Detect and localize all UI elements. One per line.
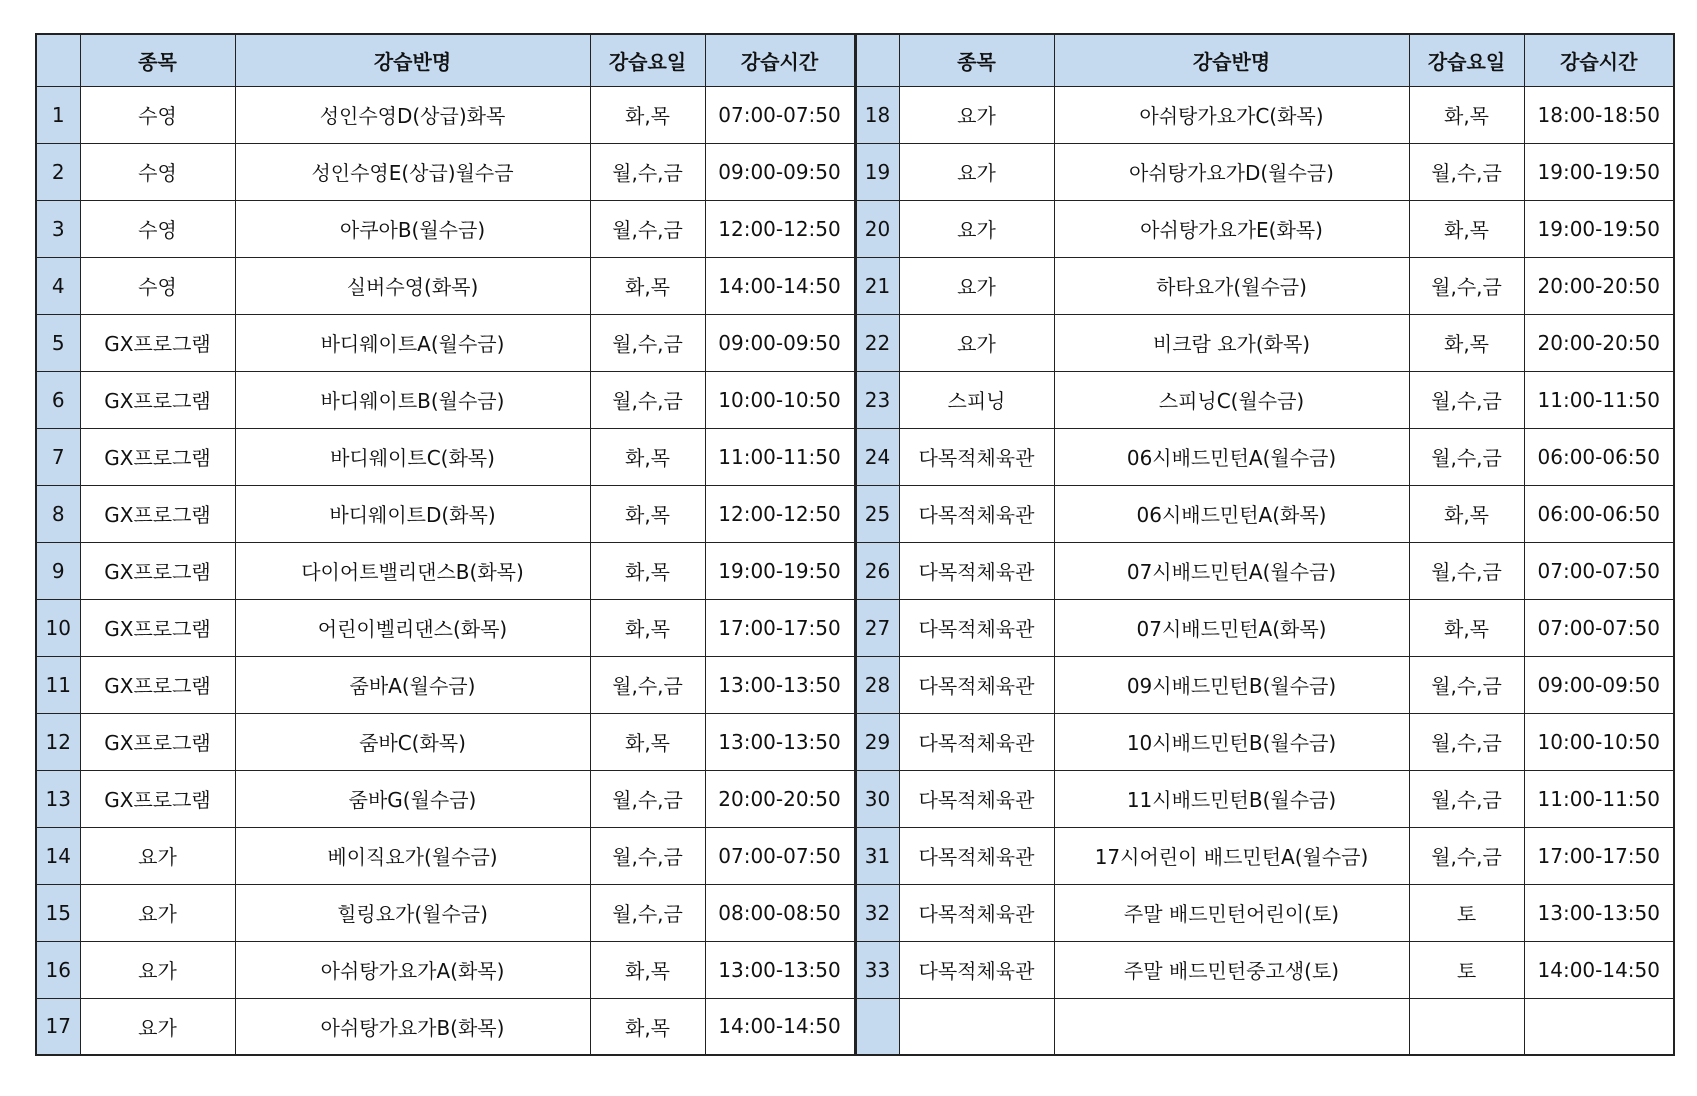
row-number: 27: [855, 599, 899, 656]
header-class-name-left: 강습반명: [235, 34, 590, 86]
time-cell: 14:00-14:50: [705, 998, 855, 1055]
time-cell: 06:00-06:50: [1524, 485, 1674, 542]
row-number: 6: [36, 371, 80, 428]
sport-cell: 다목적체육관: [899, 713, 1054, 770]
days-cell: 화,목: [590, 599, 705, 656]
time-cell: 13:00-13:50: [705, 656, 855, 713]
row-number: 3: [36, 200, 80, 257]
sport-cell: 다목적체육관: [899, 542, 1054, 599]
class-name-cell: 06시배드민턴A(월수금): [1054, 428, 1409, 485]
class-name-cell: 어린이벨리댄스(화목): [235, 599, 590, 656]
table-row: [36, 656, 1674, 713]
table-row: [36, 143, 1674, 200]
class-name-cell: 06시배드민턴A(화목): [1054, 485, 1409, 542]
days-cell: 월,수,금: [590, 770, 705, 827]
row-number: 8: [36, 485, 80, 542]
time-cell: 12:00-12:50: [705, 485, 855, 542]
header-days-right: 강습요일: [1409, 34, 1524, 86]
days-cell: 월,수,금: [590, 143, 705, 200]
header-sport-left: 종목: [80, 34, 235, 86]
sport-cell: 다목적체육관: [899, 884, 1054, 941]
row-number: [855, 998, 899, 1055]
days-cell: 화,목: [590, 428, 705, 485]
days-cell: 화,목: [1409, 86, 1524, 143]
time-cell: 10:00-10:50: [1524, 713, 1674, 770]
days-cell: 월,수,금: [590, 656, 705, 713]
sport-cell: GX프로그램: [80, 428, 235, 485]
row-number: 19: [855, 143, 899, 200]
sport-cell: 요가: [899, 143, 1054, 200]
header-row: [36, 34, 1674, 86]
time-cell: 19:00-19:50: [705, 542, 855, 599]
days-cell: 월,수,금: [590, 827, 705, 884]
time-cell: 13:00-13:50: [705, 713, 855, 770]
class-name-cell: 07시배드민턴A(월수금): [1054, 542, 1409, 599]
time-cell: 09:00-09:50: [705, 314, 855, 371]
days-cell: 월,수,금: [1409, 371, 1524, 428]
class-name-cell: 바디웨이트A(월수금): [235, 314, 590, 371]
class-name-cell: 07시배드민턴A(화목): [1054, 599, 1409, 656]
class-name-cell: 힐링요가(월수금): [235, 884, 590, 941]
time-cell: 20:00-20:50: [705, 770, 855, 827]
class-name-cell: 10시배드민턴B(월수금): [1054, 713, 1409, 770]
class-name-cell: 실버수영(화목): [235, 257, 590, 314]
time-cell: 18:00-18:50: [1524, 86, 1674, 143]
time-cell: 20:00-20:50: [1524, 257, 1674, 314]
days-cell: 화,목: [1409, 599, 1524, 656]
row-number: 17: [36, 998, 80, 1055]
class-name-cell: 아쉬탕가요가D(월수금): [1054, 143, 1409, 200]
days-cell: 화,목: [1409, 314, 1524, 371]
class-name-cell: [1054, 998, 1409, 1055]
row-number: 14: [36, 827, 80, 884]
row-number: 11: [36, 656, 80, 713]
time-cell: 11:00-11:50: [705, 428, 855, 485]
days-cell: 월,수,금: [1409, 827, 1524, 884]
days-cell: 화,목: [590, 485, 705, 542]
days-cell: 월,수,금: [1409, 143, 1524, 200]
table-row: [36, 86, 1674, 143]
header-number-right: [855, 34, 899, 86]
days-cell: 화,목: [590, 86, 705, 143]
days-cell: 화,목: [590, 713, 705, 770]
days-cell: 토: [1409, 941, 1524, 998]
class-schedule-table: [35, 33, 1675, 1056]
sport-cell: 다목적체육관: [899, 770, 1054, 827]
days-cell: 월,수,금: [590, 371, 705, 428]
sport-cell: 요가: [899, 257, 1054, 314]
table-row: [36, 428, 1674, 485]
time-cell: 07:00-07:50: [1524, 599, 1674, 656]
sport-cell: 다목적체육관: [899, 599, 1054, 656]
class-name-cell: 09시배드민턴B(월수금): [1054, 656, 1409, 713]
header-time-right: 강습시간: [1524, 34, 1674, 86]
row-number: 4: [36, 257, 80, 314]
row-number: 24: [855, 428, 899, 485]
row-number: 23: [855, 371, 899, 428]
table-row: [36, 542, 1674, 599]
class-name-cell: 아쉬탕가요가C(화목): [1054, 86, 1409, 143]
table-row: [36, 770, 1674, 827]
time-cell: 14:00-14:50: [1524, 941, 1674, 998]
row-number: 20: [855, 200, 899, 257]
class-name-cell: 바디웨이트B(월수금): [235, 371, 590, 428]
days-cell: 화,목: [1409, 485, 1524, 542]
sport-cell: 다목적체육관: [899, 428, 1054, 485]
sport-cell: 요가: [899, 86, 1054, 143]
row-number: 26: [855, 542, 899, 599]
sport-cell: GX프로그램: [80, 542, 235, 599]
time-cell: 14:00-14:50: [705, 257, 855, 314]
row-number: 18: [855, 86, 899, 143]
days-cell: 월,수,금: [1409, 542, 1524, 599]
class-name-cell: 스피닝C(월수금): [1054, 371, 1409, 428]
class-name-cell: 아쿠아B(월수금): [235, 200, 590, 257]
table-row: [36, 257, 1674, 314]
class-name-cell: 비크람 요가(화목): [1054, 314, 1409, 371]
days-cell: 월,수,금: [1409, 713, 1524, 770]
header-days-left: 강습요일: [590, 34, 705, 86]
time-cell: 13:00-13:50: [705, 941, 855, 998]
sport-cell: 다목적체육관: [899, 485, 1054, 542]
header-time-left: 강습시간: [705, 34, 855, 86]
class-name-cell: 주말 배드민턴중고생(토): [1054, 941, 1409, 998]
sport-cell: GX프로그램: [80, 599, 235, 656]
row-number: 10: [36, 599, 80, 656]
time-cell: 11:00-11:50: [1524, 770, 1674, 827]
table-row: [36, 713, 1674, 770]
sport-cell: GX프로그램: [80, 656, 235, 713]
days-cell: 월,수,금: [1409, 428, 1524, 485]
class-name-cell: 베이직요가(월수금): [235, 827, 590, 884]
time-cell: 07:00-07:50: [1524, 542, 1674, 599]
sport-cell: 요가: [899, 314, 1054, 371]
sport-cell: 요가: [899, 200, 1054, 257]
days-cell: 월,수,금: [1409, 770, 1524, 827]
table-row: [36, 884, 1674, 941]
days-cell: 토: [1409, 884, 1524, 941]
sport-cell: 스피닝: [899, 371, 1054, 428]
days-cell: 월,수,금: [590, 314, 705, 371]
time-cell: 17:00-17:50: [705, 599, 855, 656]
days-cell: 화,목: [590, 257, 705, 314]
table-row: [36, 599, 1674, 656]
time-cell: 09:00-09:50: [705, 143, 855, 200]
time-cell: 19:00-19:50: [1524, 200, 1674, 257]
row-number: 22: [855, 314, 899, 371]
class-name-cell: 11시배드민턴B(월수금): [1054, 770, 1409, 827]
table-row: [36, 827, 1674, 884]
row-number: 21: [855, 257, 899, 314]
header-class-name-right: 강습반명: [1054, 34, 1409, 86]
sport-cell: GX프로그램: [80, 314, 235, 371]
sport-cell: 다목적체육관: [899, 656, 1054, 713]
time-cell: 19:00-19:50: [1524, 143, 1674, 200]
row-number: 15: [36, 884, 80, 941]
sport-cell: 요가: [80, 998, 235, 1055]
sport-cell: GX프로그램: [80, 713, 235, 770]
table-row: [36, 314, 1674, 371]
row-number: 13: [36, 770, 80, 827]
schedule-body: [36, 86, 1674, 1055]
table-row: [36, 998, 1674, 1055]
time-cell: 06:00-06:50: [1524, 428, 1674, 485]
class-name-cell: 17시어린이 배드민턴A(월수금): [1054, 827, 1409, 884]
row-number: 28: [855, 656, 899, 713]
days-cell: 월,수,금: [1409, 257, 1524, 314]
days-cell: 화,목: [590, 542, 705, 599]
time-cell: 12:00-12:50: [705, 200, 855, 257]
class-name-cell: 다이어트밸리댄스B(화목): [235, 542, 590, 599]
sport-cell: 요가: [80, 827, 235, 884]
sport-cell: 수영: [80, 200, 235, 257]
class-name-cell: 줌바C(화목): [235, 713, 590, 770]
days-cell: [1409, 998, 1524, 1055]
header-number-left: [36, 34, 80, 86]
sport-cell: 수영: [80, 143, 235, 200]
class-name-cell: 줌바G(월수금): [235, 770, 590, 827]
time-cell: 07:00-07:50: [705, 86, 855, 143]
row-number: 1: [36, 86, 80, 143]
row-number: 16: [36, 941, 80, 998]
table-row: [36, 941, 1674, 998]
sport-cell: 요가: [80, 941, 235, 998]
row-number: 5: [36, 314, 80, 371]
sport-cell: 다목적체육관: [899, 827, 1054, 884]
time-cell: 20:00-20:50: [1524, 314, 1674, 371]
time-cell: 11:00-11:50: [1524, 371, 1674, 428]
row-number: 30: [855, 770, 899, 827]
row-number: 32: [855, 884, 899, 941]
class-name-cell: 주말 배드민턴어린이(토): [1054, 884, 1409, 941]
sport-cell: [899, 998, 1054, 1055]
row-number: 25: [855, 485, 899, 542]
table-row: [36, 371, 1674, 428]
time-cell: 13:00-13:50: [1524, 884, 1674, 941]
class-name-cell: 아쉬탕가요가E(화목): [1054, 200, 1409, 257]
sport-cell: 다목적체육관: [899, 941, 1054, 998]
class-name-cell: 하타요가(월수금): [1054, 257, 1409, 314]
sport-cell: GX프로그램: [80, 371, 235, 428]
time-cell: 09:00-09:50: [1524, 656, 1674, 713]
time-cell: [1524, 998, 1674, 1055]
sport-cell: GX프로그램: [80, 485, 235, 542]
class-name-cell: 바디웨이트D(화목): [235, 485, 590, 542]
sport-cell: 수영: [80, 86, 235, 143]
class-name-cell: 바디웨이트C(화목): [235, 428, 590, 485]
row-number: 29: [855, 713, 899, 770]
days-cell: 월,수,금: [1409, 656, 1524, 713]
class-name-cell: 성인수영D(상급)화목: [235, 86, 590, 143]
time-cell: 08:00-08:50: [705, 884, 855, 941]
days-cell: 화,목: [590, 941, 705, 998]
time-cell: 07:00-07:50: [705, 827, 855, 884]
table-row: [36, 485, 1674, 542]
class-name-cell: 아쉬탕가요가A(화목): [235, 941, 590, 998]
time-cell: 17:00-17:50: [1524, 827, 1674, 884]
class-name-cell: 아쉬탕가요가B(화목): [235, 998, 590, 1055]
row-number: 2: [36, 143, 80, 200]
header-sport-right: 종목: [899, 34, 1054, 86]
row-number: 31: [855, 827, 899, 884]
table-row: [36, 200, 1674, 257]
sport-cell: 요가: [80, 884, 235, 941]
time-cell: 10:00-10:50: [705, 371, 855, 428]
sport-cell: 수영: [80, 257, 235, 314]
row-number: 12: [36, 713, 80, 770]
row-number: 33: [855, 941, 899, 998]
days-cell: 월,수,금: [590, 200, 705, 257]
row-number: 7: [36, 428, 80, 485]
days-cell: 월,수,금: [590, 884, 705, 941]
days-cell: 화,목: [1409, 200, 1524, 257]
sport-cell: GX프로그램: [80, 770, 235, 827]
class-name-cell: 줌바A(월수금): [235, 656, 590, 713]
class-name-cell: 성인수영E(상급)월수금: [235, 143, 590, 200]
row-number: 9: [36, 542, 80, 599]
days-cell: 화,목: [590, 998, 705, 1055]
